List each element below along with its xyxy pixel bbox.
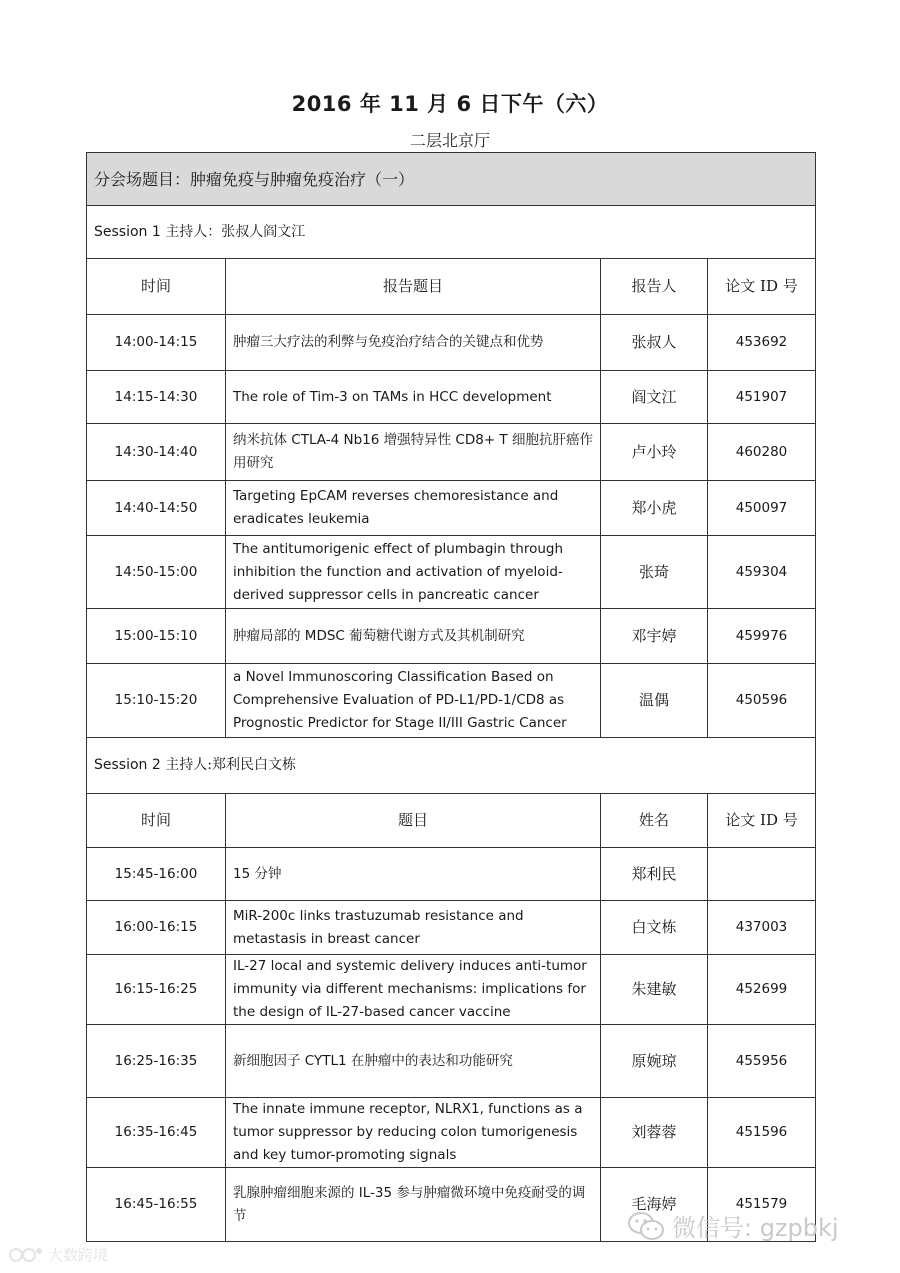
topic-cell: 肿瘤三大疗法的利弊与免疫治疗结合的关键点和优势 — [226, 315, 601, 371]
time-cell: 16:15-16:25 — [87, 955, 226, 1025]
column-header-speaker: 姓名 — [601, 794, 708, 848]
column-header-time: 时间 — [87, 259, 226, 315]
topic-cell: 15 分钟 — [226, 848, 601, 901]
topic-cell: The antitumorigenic effect of plumbagin through inhibition the function and activation of myeloid-derived suppressor cells in pancreatic cancer — [226, 536, 601, 609]
speaker-cell: 毛海婷 — [601, 1168, 708, 1242]
session-header — [87, 738, 816, 794]
topic-cell: 肿瘤局部的 MDSC 葡萄糖代谢方式及其机制研究 — [226, 609, 601, 664]
speaker-cell: 温偶 — [601, 664, 708, 738]
time-cell: 14:00-14:15 — [87, 315, 226, 371]
time-cell: 14:50-15:00 — [87, 536, 226, 609]
time-cell: 16:00-16:15 — [87, 901, 226, 955]
column-header-row — [87, 259, 816, 315]
session-title — [87, 206, 816, 259]
column-header-speaker: 报告人 — [601, 259, 708, 315]
time-cell: 14:30-14:40 — [87, 424, 226, 481]
banner-title: 分会场题目：肿瘤免疫与肿瘤免疫治疗（一） — [87, 153, 816, 206]
venue: 二层北京厅 — [409, 131, 490, 150]
speaker-cell: 张琦 — [601, 536, 708, 609]
paper-id-cell: 459304 — [708, 536, 816, 609]
table-row — [87, 481, 816, 536]
table-row — [87, 536, 816, 609]
paper-id-cell: 453692 — [708, 315, 816, 371]
topic-cell: 乳腺肿瘤细胞来源的 IL-35 参与肿瘤微环境中免疫耐受的调节 — [226, 1168, 601, 1242]
speaker-cell: 刘蓉蓉 — [601, 1098, 708, 1168]
session-header — [87, 206, 816, 259]
speaker-cell: 原婉琼 — [601, 1025, 708, 1098]
column-header-row — [87, 794, 816, 848]
watermark-left — [8, 1244, 108, 1268]
column-header-topic: 题目 — [226, 794, 601, 848]
session-banner — [87, 153, 816, 206]
table-row — [87, 1098, 816, 1168]
time-cell: 15:45-16:00 — [87, 848, 226, 901]
paper-id-cell: 437003 — [708, 901, 816, 955]
table-row — [87, 424, 816, 481]
time-cell: 15:00-15:10 — [87, 609, 226, 664]
page-title: 2016 年 11 月 6 日下午（六） — [291, 92, 609, 116]
column-header-id: 论文 ID 号 — [708, 259, 816, 315]
paper-id-cell: 452699 — [708, 955, 816, 1025]
session-title — [87, 738, 816, 794]
column-header-topic: 报告题目 — [226, 259, 601, 315]
session-host: 主持人:郑利民白文栋 — [165, 757, 296, 773]
time-cell: 15:10-15:20 — [87, 664, 226, 738]
topic-cell: The role of Tim-3 on TAMs in HCC development — [226, 371, 601, 424]
topic-cell: 新细胞因子 CYTL1 在肿瘤中的表达和功能研究 — [226, 1025, 601, 1098]
topic-cell: Targeting EpCAM reverses chemoresistance and eradicates leukemia — [226, 481, 601, 536]
topic-cell: MiR-200c links trastuzumab resistance and metastasis in breast cancer — [226, 901, 601, 955]
watermark-right — [626, 1208, 839, 1243]
speaker-cell: 阎文江 — [601, 371, 708, 424]
schedule-table — [86, 152, 816, 1242]
paper-id-cell: 450097 — [708, 481, 816, 536]
paper-id-cell: 451907 — [708, 371, 816, 424]
topic-cell: The innate immune receptor, NLRX1, functions as a tumor suppressor by reducing colon tumorigenesis and key tumor-promoting signals — [226, 1098, 601, 1168]
paper-id-cell: 459976 — [708, 609, 816, 664]
topic-cell: a Novel Immunoscoring Classification Based on Comprehensive Evaluation of PD-L1/PD-1/CD8 as Prognostic Predictor for Stage II/III Gastric Cancer — [226, 664, 601, 738]
table-row — [87, 609, 816, 664]
speaker-cell: 白文栋 — [601, 901, 708, 955]
time-cell: 14:40-14:50 — [87, 481, 226, 536]
column-header-time: 时间 — [87, 794, 226, 848]
table-row — [87, 1025, 816, 1098]
speaker-cell: 朱建敏 — [601, 955, 708, 1025]
table-row — [87, 955, 816, 1025]
session-label: Session 2 — [94, 757, 161, 773]
time-cell: 16:25-16:35 — [87, 1025, 226, 1098]
time-cell: 14:15-14:30 — [87, 371, 226, 424]
paper-id-cell: 455956 — [708, 1025, 816, 1098]
paper-id-cell — [708, 848, 816, 901]
session-host: 主持人：张叔人阎文江 — [165, 223, 306, 240]
column-header-id: 论文 ID 号 — [708, 794, 816, 848]
table-row — [87, 315, 816, 371]
table-row — [87, 371, 816, 424]
wechat-icon — [626, 1210, 666, 1242]
brand-logo-icon — [8, 1246, 44, 1264]
table-row — [87, 664, 816, 738]
paper-id-cell: 450596 — [708, 664, 816, 738]
topic-cell: IL-27 local and systemic delivery induces anti-tumor immunity via different mechanisms: implications for the design of IL-27-based cancer vaccine — [226, 955, 601, 1025]
paper-id-cell: 460280 — [708, 424, 816, 481]
topic-cell: 纳米抗体 CTLA-4 Nb16 增强特异性 CD8+ T 细胞抗肝癌作用研究 — [226, 424, 601, 481]
speaker-cell: 卢小玲 — [601, 424, 708, 481]
session-label: Session 1 — [94, 223, 161, 240]
time-cell: 16:45-16:55 — [87, 1168, 226, 1242]
speaker-cell: 郑小虎 — [601, 481, 708, 536]
watermark-left-text: 大数跨境 — [48, 1246, 109, 1264]
paper-id-cell: 451596 — [708, 1098, 816, 1168]
watermark-right-text: 微信号: gzpbkj — [672, 1214, 839, 1242]
time-cell: 16:35-16:45 — [87, 1098, 226, 1168]
speaker-cell: 邓宇婷 — [601, 609, 708, 664]
table-row — [87, 848, 816, 901]
table-row — [87, 901, 816, 955]
speaker-cell: 郑利民 — [601, 848, 708, 901]
paper-id-cell: 451579 — [708, 1168, 816, 1242]
speaker-cell: 张叔人 — [601, 315, 708, 371]
